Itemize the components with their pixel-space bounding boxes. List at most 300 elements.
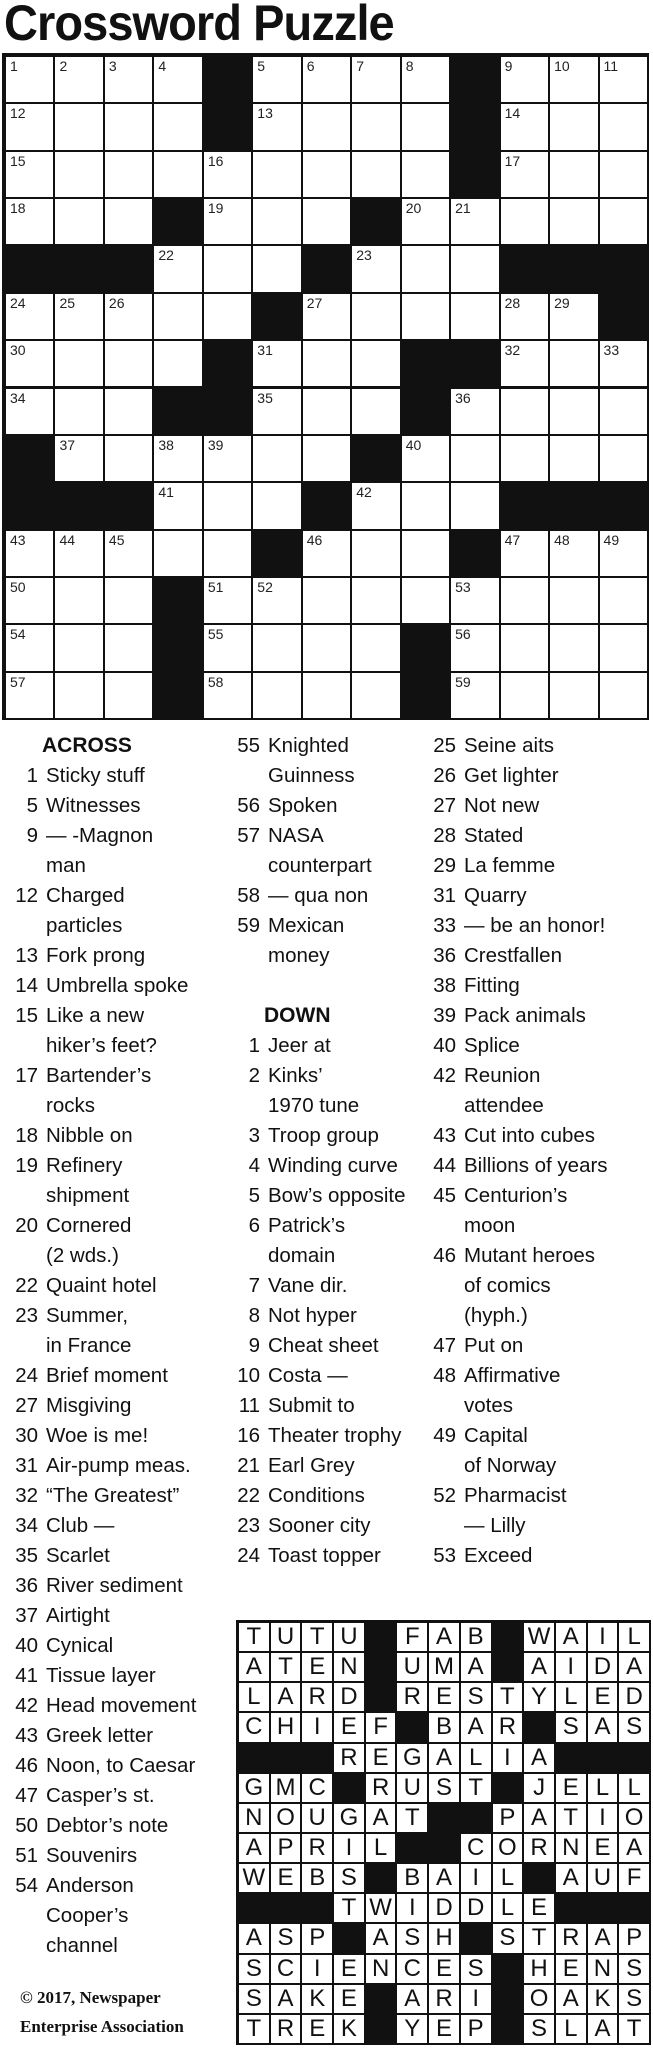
solution-letter: W [524,1623,554,1651]
solution-letter: A [366,1924,396,1952]
solution-black-square [588,1894,618,1922]
grid-cell[interactable] [105,531,152,576]
clue-number: 48 [433,1364,456,1387]
clue-text: Bartender’s [46,1064,152,1087]
grid-cell[interactable] [550,57,597,102]
solution-letter: T [397,1804,427,1832]
solution-black-square [556,1894,586,1922]
grid-cell[interactable] [253,341,300,386]
clue-text: Toast topper [268,1544,381,1567]
cell-number: 31 [257,342,273,359]
solution-letter: P [619,1924,649,1952]
grid-cell[interactable] [154,341,201,386]
grid-cell[interactable] [501,625,548,670]
grid-cell[interactable] [352,57,399,102]
grid-cell[interactable] [303,152,350,197]
clue-line [6,1841,234,1871]
grid-cell[interactable] [550,152,597,197]
grid-cell[interactable] [550,104,597,149]
grid-cell[interactable] [55,625,102,670]
grid-cell[interactable] [600,578,647,623]
grid-cell[interactable] [204,483,251,528]
grid-cell[interactable] [600,531,647,576]
grid-cell[interactable] [6,57,53,102]
grid-cell[interactable] [600,104,647,149]
grid-cell[interactable] [451,436,498,481]
grid-cell[interactable] [402,436,449,481]
grid-black-square [550,246,597,291]
grid-cell[interactable] [352,389,399,434]
grid-cell[interactable] [204,294,251,339]
grid-cell[interactable] [501,389,548,434]
grid-cell[interactable] [253,483,300,528]
grid-black-square [402,673,449,718]
grid-cell[interactable] [402,483,449,528]
grid-cell[interactable] [451,483,498,528]
grid-cell[interactable] [451,578,498,623]
grid-cell[interactable] [6,104,53,149]
grid-cell[interactable] [55,152,102,197]
grid-cell[interactable] [303,294,350,339]
solution-letter: H [271,1713,301,1741]
solution-letter: A [239,1653,269,1681]
clue-number: 36 [15,1574,38,1597]
solution-letter: O [271,1804,301,1832]
grid-cell[interactable] [253,625,300,670]
clue-line [424,821,653,851]
grid-cell[interactable] [600,436,647,481]
grid-cell[interactable] [105,199,152,244]
grid-cell[interactable] [352,578,399,623]
grid-cell[interactable] [402,152,449,197]
grid-cell[interactable] [600,673,647,718]
solution-letter: K [588,1985,618,2013]
clue-line [6,1061,234,1091]
grid-black-square [6,483,53,528]
grid-cell[interactable] [105,625,152,670]
grid-cell[interactable] [253,436,300,481]
grid-black-square [204,341,251,386]
clue-line [6,1511,234,1541]
solution-letter: I [461,1864,491,1892]
grid-cell[interactable] [253,578,300,623]
solution-letter: L [556,2015,586,2043]
grid-cell[interactable] [501,294,548,339]
clue-text: (hyph.) [464,1304,528,1327]
grid-cell[interactable] [6,389,53,434]
grid-cell[interactable] [253,199,300,244]
grid-cell[interactable] [303,625,350,670]
solution-letter: A [619,1834,649,1862]
solution-letter: R [397,1683,427,1711]
grid-cell[interactable] [55,341,102,386]
grid-cell[interactable] [501,531,548,576]
grid-cell[interactable] [303,673,350,718]
grid-cell[interactable] [55,389,102,434]
grid-cell[interactable] [402,246,449,291]
grid-cell[interactable] [204,152,251,197]
grid-cell[interactable] [600,152,647,197]
grid-cell[interactable] [204,436,251,481]
grid-cell[interactable] [154,57,201,102]
grid-cell[interactable] [402,104,449,149]
solution-black-square [429,1834,459,1862]
grid-cell[interactable] [550,294,597,339]
grid-cell[interactable] [303,531,350,576]
grid-cell[interactable] [204,673,251,718]
grid-cell[interactable] [501,436,548,481]
grid-cell[interactable] [352,673,399,718]
clue-line [6,1211,234,1241]
clue-number: 51 [15,1844,38,1867]
grid-cell[interactable] [253,152,300,197]
solution-letter: A [556,1985,586,2013]
cell-number: 18 [10,200,26,217]
grid-cell[interactable] [451,246,498,291]
copyright-line-1: © 2017, Newspaper [20,1988,161,2007]
clue-line [6,1331,234,1361]
clue-line [6,1391,234,1421]
grid-cell[interactable] [105,104,152,149]
grid-cell[interactable] [105,673,152,718]
grid-cell[interactable] [402,294,449,339]
clue-line [6,1631,234,1661]
solution-letter: S [461,1683,491,1711]
solution-letter: D [334,1683,364,1711]
cell-number: 6 [306,58,315,74]
solution-letter: R [334,1744,364,1772]
grid-cell[interactable] [303,199,350,244]
grid-cell[interactable] [550,199,597,244]
clue-line [6,1751,234,1781]
solution-letter: L [588,1774,618,1802]
clue-line [424,761,653,791]
grid-cell[interactable] [352,341,399,386]
grid-cell[interactable] [451,625,498,670]
solution-letter: J [524,1774,554,1802]
grid-cell[interactable] [204,625,251,670]
clue-text: counterpart [268,854,372,877]
grid-cell[interactable] [204,578,251,623]
clue-number: 43 [15,1724,38,1747]
grid-cell[interactable] [501,341,548,386]
grid-cell[interactable] [352,294,399,339]
grid-cell[interactable] [253,389,300,434]
clue-line [424,1361,653,1391]
grid-cell[interactable] [253,673,300,718]
grid-cell[interactable] [154,531,201,576]
clue-text: — -Magnon [46,824,154,847]
grid-cell[interactable] [501,104,548,149]
cell-number: 38 [158,436,174,453]
clue-line [424,1031,653,1061]
clues-column-3 [424,731,653,1571]
grid-cell[interactable] [501,199,548,244]
solution-black-square [556,1744,586,1772]
grid-cell[interactable] [55,104,102,149]
clue-text: in France [46,1334,132,1357]
grid-cell[interactable] [55,57,102,102]
grid-cell[interactable] [550,673,597,718]
grid-cell[interactable] [154,246,201,291]
clue-line [6,821,234,851]
solution-letter: W [239,1864,269,1892]
solution-letter: S [493,1924,523,1952]
clue-number: 22 [237,1484,260,1507]
solution-letter: L [239,1683,269,1711]
grid-cell[interactable] [303,57,350,102]
clue-text: Charged [46,884,125,907]
solution-black-square [429,1804,459,1832]
grid-cell[interactable] [352,152,399,197]
solution-letter: F [366,1713,396,1741]
clue-line [6,1721,234,1751]
cell-number: 54 [10,626,26,643]
grid-black-square [451,152,498,197]
grid-cell[interactable] [501,57,548,102]
grid-cell[interactable] [154,104,201,149]
clue-number: 36 [433,944,456,967]
cell-number: 26 [108,294,125,311]
solution-letter: O [493,1834,523,1862]
grid-cell[interactable] [303,104,350,149]
grid-cell[interactable] [600,389,647,434]
solution-letter: R [302,1683,332,1711]
grid-cell[interactable] [303,341,350,386]
grid-cell[interactable] [105,341,152,386]
grid-cell[interactable] [550,341,597,386]
solution-letter: S [271,1924,301,1952]
clue-number: 3 [248,1124,260,1147]
cell-number: 25 [59,294,76,311]
solution-black-square [334,1774,364,1802]
grid-cell[interactable] [451,389,498,434]
solution-letter: L [461,1744,491,1772]
clue-text: Souvenirs [46,1844,138,1867]
grid-cell[interactable] [501,673,548,718]
clue-line [424,911,653,941]
cell-number: 30 [10,342,26,359]
solution-letter: U [302,1804,332,1832]
grid-cell[interactable] [352,104,399,149]
grid-cell[interactable] [253,246,300,291]
grid-cell[interactable] [154,436,201,481]
clue-line [424,1211,653,1241]
grid-cell[interactable] [105,57,152,102]
grid-cell[interactable] [303,436,350,481]
cell-number: 41 [158,484,174,501]
grid-cell[interactable] [402,531,449,576]
solution-letter: E [588,1834,618,1862]
solution-black-square [302,1894,332,1922]
clue-line [6,1241,234,1271]
grid-black-square [253,531,300,576]
grid-cell[interactable] [154,152,201,197]
clue-line [6,1421,234,1451]
solution-black-square [366,1653,396,1681]
clue-line [6,881,234,911]
grid-black-square [154,673,201,718]
clue-line [6,1481,234,1511]
grid-cell[interactable] [6,673,53,718]
cell-number: 20 [405,200,422,217]
clue-text: Tissue layer [46,1664,156,1687]
grid-black-square [105,483,152,528]
clue-text: Umbrella spoke [46,974,189,997]
clue-text: La femme [464,854,556,877]
clue-line [424,1301,653,1331]
grid-cell[interactable] [501,578,548,623]
grid-cell[interactable] [451,199,498,244]
grid-cell[interactable] [303,389,350,434]
clue-number: 8 [248,1304,260,1327]
grid-cell[interactable] [6,531,53,576]
grid-cell[interactable] [550,625,597,670]
cell-number: 58 [207,673,224,690]
solution-letter: A [619,1653,649,1681]
clue-text: Noon, to Caesar [46,1754,196,1777]
grid-cell[interactable] [402,578,449,623]
clue-line [6,1001,234,1031]
solution-black-square [397,1834,427,1862]
grid-cell[interactable] [402,57,449,102]
solution-letter: E [366,1744,396,1772]
solution-letter: E [429,1955,459,1983]
grid-cell[interactable] [6,578,53,623]
grid-cell[interactable] [501,152,548,197]
solution-black-square [239,1894,269,1922]
clue-text: — qua non [268,884,369,907]
clue-number: 26 [433,764,456,787]
clue-line [424,1181,653,1211]
solution-letter: L [366,1834,396,1862]
cell-number: 2 [59,58,68,74]
solution-letter: G [239,1774,269,1802]
solution-letter: E [302,2015,332,2043]
grid-cell[interactable] [550,578,597,623]
cell-number: 8 [405,58,414,74]
grid-cell[interactable] [105,389,152,434]
grid-cell[interactable] [253,104,300,149]
clue-line [6,791,234,821]
clue-text: Sooner city [268,1514,371,1537]
grid-cell[interactable] [105,436,152,481]
cell-number: 9 [504,58,513,74]
grid-cell[interactable] [204,531,251,576]
grid-cell[interactable] [55,673,102,718]
solution-letter: C [397,1955,427,1983]
grid-cell[interactable] [204,246,251,291]
grid-black-square [154,578,201,623]
grid-cell[interactable] [600,199,647,244]
grid-cell[interactable] [303,578,350,623]
solution-letter: B [429,1713,459,1741]
grid-cell[interactable] [600,625,647,670]
grid-cell[interactable] [55,578,102,623]
solution-black-square [271,1744,301,1772]
solution-letter: E [334,1713,364,1741]
grid-black-square [550,483,597,528]
grid-cell[interactable] [55,294,102,339]
cell-number: 36 [455,389,471,406]
clue-number: 31 [15,1454,38,1477]
grid-cell[interactable] [352,531,399,576]
grid-cell[interactable] [550,531,597,576]
grid-cell[interactable] [402,199,449,244]
solution-black-square [366,1985,396,2013]
grid-cell[interactable] [6,294,53,339]
solution-letter: P [271,1834,301,1862]
clue-number: 5 [248,1184,260,1207]
clue-text: Not new [464,794,540,817]
solution-letter: I [588,1804,618,1832]
solution-letter: C [461,1834,491,1862]
grid-cell[interactable] [55,199,102,244]
grid-cell[interactable] [253,57,300,102]
cell-number: 21 [455,200,471,217]
clue-number: 24 [15,1364,38,1387]
grid-cell[interactable] [105,578,152,623]
solution-letter: U [334,1623,364,1651]
clue-text: Kinks’ [268,1064,323,1087]
clue-number: 1 [26,764,38,787]
grid-cell[interactable] [154,483,201,528]
grid-cell[interactable] [105,152,152,197]
cell-number: 24 [10,294,26,311]
grid-cell[interactable] [55,531,102,576]
cell-number: 17 [504,152,521,169]
grid-cell[interactable] [600,57,647,102]
clue-number: 57 [237,824,260,847]
grid-cell[interactable] [6,152,53,197]
solution-letter: D [619,1683,649,1711]
clue-line [6,1691,234,1721]
cell-number: 47 [504,531,521,548]
grid-cell[interactable] [6,199,53,244]
grid-cell[interactable] [154,294,201,339]
grid-cell[interactable] [550,436,597,481]
solution-letter: C [239,1713,269,1741]
clue-line [6,1571,234,1601]
grid-cell[interactable] [55,436,102,481]
grid-cell[interactable] [550,389,597,434]
clue-line [6,1901,234,1931]
grid-cell[interactable] [6,625,53,670]
clue-number: 42 [15,1694,38,1717]
grid-black-square [600,483,647,528]
grid-cell[interactable] [451,294,498,339]
solution-letter: A [588,1713,618,1741]
clue-text: Sticky stuff [46,764,145,787]
grid-cell[interactable] [204,199,251,244]
grid-cell[interactable] [105,294,152,339]
grid-cell[interactable] [352,625,399,670]
grid-cell[interactable] [352,246,399,291]
grid-cell[interactable] [451,673,498,718]
clue-text: money [268,944,330,967]
grid-cell[interactable] [352,483,399,528]
clue-line [424,851,653,881]
clue-line [6,1271,234,1301]
clue-text: Quaint hotel [46,1274,157,1297]
clue-text: Splice [464,1034,520,1057]
clue-text: of Norway [464,1454,557,1477]
grid-cell[interactable] [600,341,647,386]
cell-number: 19 [207,200,224,217]
clue-number: 13 [15,944,38,967]
clue-text: Quarry [464,884,527,907]
grid-cell[interactable] [6,341,53,386]
